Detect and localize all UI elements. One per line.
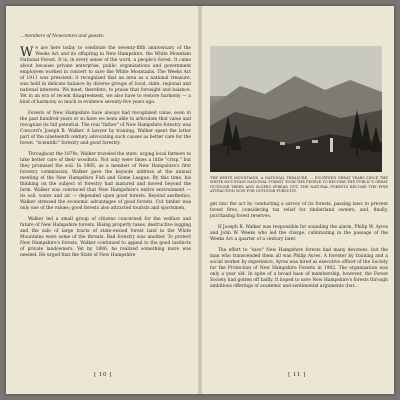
paragraph: Forests of New Hampshire have always had recognized value, even in the past hundred years or so have we been able to articulate that value and recognize its full potential. The real "father" of New Hampshire forestry was Concord's Joseph B. Walker. A lawyer by training, Walker spent the latter part of the nineteenth century advocating such causes as better care for the forest, "scientific" forestry and good forestry.: [20, 111, 191, 146]
paragraph: [20, 46, 191, 106]
photo-caption: THE WHITE MOUNTAINS, A NATIONAL TREASURE, … FOURTEEN GREAT YEARS SINCE THE WHITE MOUNTAIN NATIONAL FOREST TOOK THE PEOPLE TO BECOME THE PUBLIC'S GREAT OUTDOOR TREES AND SLOPES SPREAD OUT, THE NATURAL FORESTS BECOME THE FINE ATTRACTION NOW FOR OUTDOOR PURSUITS.: [210, 176, 388, 194]
page-number: [ 11 ]: [288, 372, 306, 378]
salutation: …members of Newcomen and guests:: [20, 34, 105, 39]
paragraph: get into the act by conducting a survey of its forests, passing laws to prevent forest fires, considering tax relief for timberland owners, and, finally, purchasing forest reserves.: [210, 201, 388, 219]
paragraph-text: e are here today to celebrate the seventy-fifth anniversary of the Weeks Act and its offspring in New Hampshire, the White Mountain National Forest. It is, in every sense of the word, a people's forest. It came about because private enterprise, public organizations and government employees worked in concert to save the White Mountains. The Weeks Act of 1911 was prescient: it recognized that an area as a national treasure, was held in delicate balance by diverse groups of local, state, regional and national interests. We meet, therefore, to praise that foresight and balance. Yet in an era of recent disagreement, we also have to restore harmony — a kind of harmony so much in evidence seventy-five years ago.: [20, 46, 191, 105]
paragraph: If Joseph B. Walker was responsible for sounding the alarm, Philip W. Ayres and John W. Weeks who led the charge, culminating in the passage of the Weeks Act a quarter of a century later.: [210, 224, 388, 242]
left-page: [6, 6, 200, 394]
book-spread: [6, 6, 394, 394]
paragraph: The effort to "save" New Hampshire forests had many devotees, but the man who transcended them all was Philip Ayres. A forester by training and a social worker by experience, Ayres was hired as executive officer of the Society for the Protection of New Hampshire Forests in 1902. The organization was only a year old. In spite of a broad base of membership, however, the Forest Society had gotten off badly. It hoped to save New Hampshire's forests through ambitious offerings of academic and sentimental arguments (but…: [210, 247, 388, 289]
mountain-scene-image: [210, 46, 382, 172]
mountain-photograph: [210, 46, 382, 172]
paragraph: Walker led a small group of citizens concerned for the welfare and future of New Hampshire forests. Rising property taxes, destructive logging and the sale of large tracts of state-owned forest land in the White Mountains were some of the threats. Bad forestry was another. To protect New Hampshire's forests, Walker continued to appeal to the good instincts of private landowners. Yet by 1886, he realized something more was needed. He urged that the State of New Hampshire: [20, 217, 191, 258]
paragraph: Throughout the 1870s, Walker traveled the state, urging local farmers to take better care of their woodlots. Not only were times a little "crisp," but they promised the soil. In 1885, as a member of New Hampshire's first forestry commission, Walker gave the keynote address at the annual meeting of the New Hampshire Fish and Game League. By this time, his thinking on the subject of forestry had matured and moved beyond the farm. Walker was convinced that New Hampshire's entire environment — its soil, water and air — depended upon good forests. Beyond aesthetics, Walker stressed the economic advantages of good forests. Cut timber was only one of the values; good forests also attracted tourists and sportsmen.: [20, 152, 191, 211]
right-page: [200, 6, 394, 394]
page-number: [ 10 ]: [94, 372, 112, 378]
drop-cap: W: [20, 45, 34, 60]
